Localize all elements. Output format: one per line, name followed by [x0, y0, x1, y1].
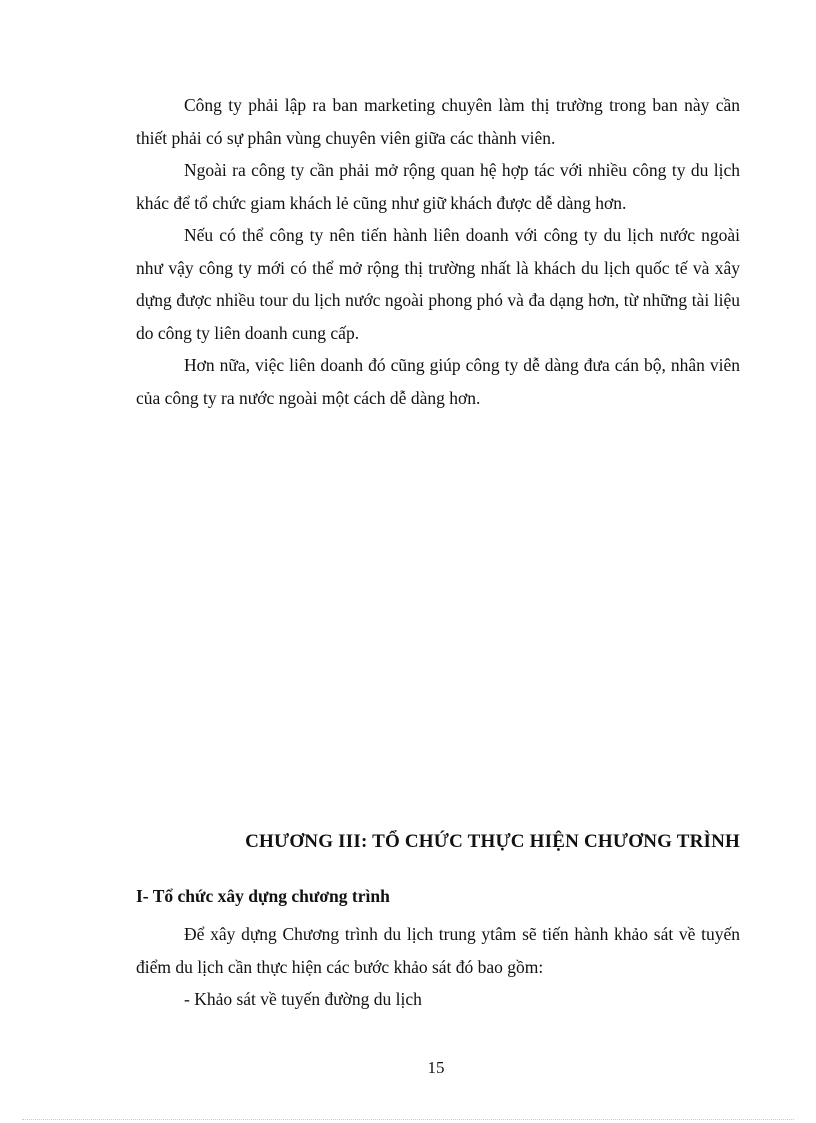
section-heading: I- Tổ chức xây dựng chương trình	[136, 886, 390, 906]
paragraph-staff-abroad: Hơn nữa, việc liên doanh đó cũng giúp công ty dễ dàng đưa cán bộ, nhân viên của công ty ra nước ngoài một cách dễ dàng hơn.	[136, 355, 740, 408]
body-text-bottom	[136, 918, 740, 1016]
chapter-title: CHƯƠNG III: TỔ CHỨC THỰC HIỆN CHƯƠNG TRÌNH	[245, 831, 740, 852]
body-text-top	[136, 89, 740, 414]
paragraph-marketing: Công ty phải lập ra ban marketing chuyên làm thị trường trong ban này cần thiết phải có sự phân vùng chuyên viên giữa các thành viên.	[136, 95, 740, 148]
bullet-item-route-survey: - Khảo sát về tuyến đường du lịch	[184, 989, 422, 1009]
paragraph-survey: Để xây dựng Chương trình du lịch trung ytâm sẽ tiến hành khảo sát về tuyến điểm du lịch cần thực hiện các bước khảo sát đó bao gồm:	[136, 924, 740, 977]
page-number: 15	[427, 1058, 445, 1077]
page-bottom-divider	[22, 1119, 794, 1120]
paragraph-cooperation: Ngoài ra công ty cần phải mở rộng quan hệ hợp tác với nhiều công ty du lịch khác để tổ chức giam khách lẻ cũng như giữ khách được dễ dàng hơn.	[136, 160, 740, 213]
paragraph-joint-venture: Nếu có thể công ty nên tiến hành liên doanh với công ty du lịch nước ngoài như vậy công ty mới có thể mở rộng thị trường nhất là khách du lịch quốc tế và xây dựng được nhiều tour du lịch nước ngoài phong phó và đa dạng hơn, từ những tài liệu do công ty liên doanh cung cấp.	[136, 225, 740, 343]
